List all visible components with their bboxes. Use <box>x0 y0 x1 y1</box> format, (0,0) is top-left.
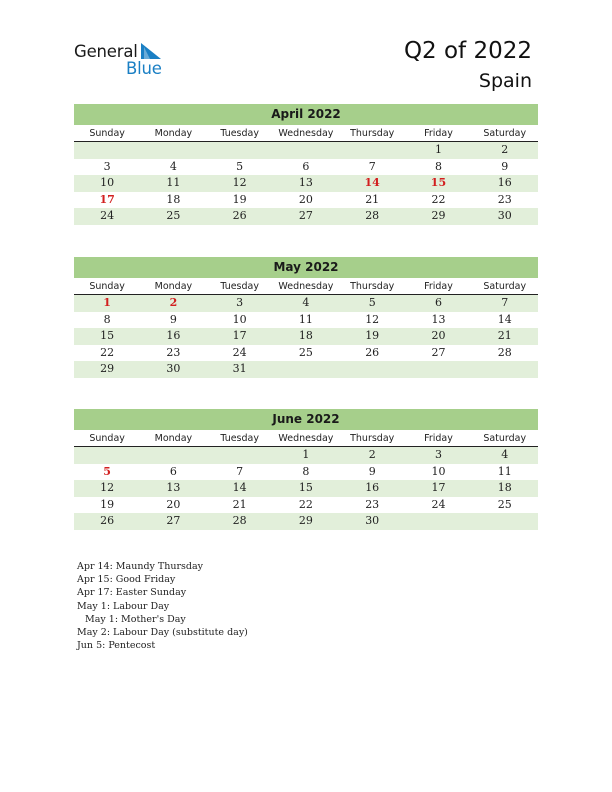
weekday-label: Saturday <box>483 128 527 139</box>
date-cell: 11 <box>298 312 313 326</box>
date-cell <box>339 361 405 378</box>
brand-logo <box>74 42 174 78</box>
date-cell: 8 <box>302 464 310 478</box>
date-cell: 11 <box>166 176 181 190</box>
weekday-label: Thursday <box>350 433 395 444</box>
holiday-date-cell: 1 <box>103 296 111 309</box>
week-row <box>74 513 538 530</box>
date-cell: 22 <box>431 192 446 206</box>
date-cell: 7 <box>501 296 509 309</box>
date-cell <box>207 142 273 159</box>
holiday-date-cell: 5 <box>103 464 111 478</box>
date-cell: 10 <box>431 464 446 478</box>
date-cell: 18 <box>166 192 181 206</box>
date-cell: 2 <box>368 448 376 461</box>
logo-word-general: General <box>74 42 138 61</box>
holiday-date-cell: 14 <box>364 176 380 190</box>
date-cell: 19 <box>100 497 115 511</box>
weekday-label: Thursday <box>350 128 395 139</box>
holiday-note: Apr 17: Easter Sunday <box>77 587 187 599</box>
weekday-label: Sunday <box>89 281 125 292</box>
date-cell: 12 <box>100 481 115 495</box>
date-cell: 19 <box>365 329 380 343</box>
date-cell <box>140 447 206 464</box>
date-cell: 25 <box>166 209 181 223</box>
weekday-label: Monday <box>154 128 193 139</box>
date-cell: 24 <box>100 209 115 223</box>
date-cell: 8 <box>434 159 442 173</box>
date-cell: 13 <box>298 176 313 190</box>
holiday-note: Apr 15: Good Friday <box>77 574 176 586</box>
week-row <box>74 464 538 481</box>
weekday-label: Tuesday <box>220 128 259 139</box>
date-cell: 9 <box>368 464 376 478</box>
date-cell: 15 <box>298 481 313 495</box>
month-calendar <box>74 409 538 530</box>
week-row <box>74 312 538 329</box>
month-calendar <box>74 104 538 225</box>
week-row <box>74 295 538 312</box>
date-cell: 21 <box>365 192 380 206</box>
week-row <box>74 497 538 514</box>
date-cell: 18 <box>298 329 313 343</box>
date-cell: 30 <box>497 209 512 223</box>
date-cell: 9 <box>501 159 509 173</box>
holiday-date-cell: 17 <box>99 192 115 206</box>
date-cell: 18 <box>497 481 512 495</box>
date-cell: 29 <box>100 362 115 376</box>
week-row <box>74 361 538 378</box>
date-cell: 17 <box>431 481 446 495</box>
holiday-date-cell: 15 <box>430 176 447 190</box>
weekday-label: Thursday <box>350 281 395 292</box>
date-cell: 10 <box>232 312 247 326</box>
week-row <box>74 175 538 192</box>
weekday-label: Tuesday <box>220 281 259 292</box>
weekday-label: Tuesday <box>220 433 259 444</box>
date-cell: 14 <box>232 481 247 495</box>
date-cell: 1 <box>302 448 310 461</box>
date-cell: 23 <box>365 497 380 511</box>
date-cell: 30 <box>365 514 380 528</box>
holiday-note: May 1: Labour Day <box>77 600 170 612</box>
date-cell: 4 <box>169 159 177 173</box>
date-cell: 8 <box>103 312 111 326</box>
week-row <box>74 208 538 225</box>
date-cell <box>405 513 471 530</box>
date-cell: 19 <box>232 192 247 206</box>
date-cell: 5 <box>236 159 244 173</box>
date-cell <box>405 361 471 378</box>
date-cell: 23 <box>497 192 512 206</box>
month-title: May 2022 <box>74 257 538 278</box>
weekday-header-row <box>74 430 538 447</box>
date-cell: 27 <box>166 514 181 528</box>
date-cell: 7 <box>236 464 244 478</box>
date-cell: 28 <box>365 209 380 223</box>
page-title: Q2 of 2022 <box>403 38 532 64</box>
date-cell <box>273 361 339 378</box>
date-cell: 10 <box>100 176 115 190</box>
country-name: Spain <box>478 70 532 92</box>
weekday-label: Sunday <box>89 128 125 139</box>
date-cell: 23 <box>166 345 181 359</box>
holiday-note: May 1: Mother's Day <box>85 613 186 625</box>
logo-flag-icon <box>141 43 163 59</box>
date-cell: 30 <box>166 362 181 376</box>
week-row <box>74 159 538 176</box>
date-cell: 24 <box>232 345 247 359</box>
date-cell: 3 <box>236 296 244 309</box>
week-row <box>74 142 538 159</box>
date-cell: 27 <box>298 209 313 223</box>
date-cell: 24 <box>431 497 446 511</box>
date-cell: 26 <box>232 209 247 223</box>
date-cell: 16 <box>166 329 181 343</box>
holiday-note: Jun 5: Pentecost <box>77 640 156 652</box>
date-cell: 12 <box>232 176 247 190</box>
date-cell: 22 <box>100 345 115 359</box>
week-row <box>74 345 538 362</box>
date-cell: 31 <box>232 362 247 376</box>
date-cell: 7 <box>368 159 376 173</box>
date-cell: 6 <box>302 159 310 173</box>
date-cell: 16 <box>365 481 380 495</box>
date-cell: 11 <box>497 464 512 478</box>
date-cell: 4 <box>302 296 310 309</box>
month-title: June 2022 <box>74 409 538 430</box>
date-cell <box>472 513 538 530</box>
holiday-note: Apr 14: Maundy Thursday <box>77 561 204 572</box>
date-cell: 21 <box>497 329 512 343</box>
holiday-date-cell: 2 <box>169 296 178 309</box>
date-cell: 20 <box>431 329 446 343</box>
date-cell: 3 <box>434 448 442 461</box>
date-cell <box>472 361 538 378</box>
holiday-note: May 2: Labour Day (substitute day) <box>77 627 248 639</box>
weekday-label: Friday <box>424 128 453 139</box>
holiday-notes <box>77 560 248 652</box>
date-cell: 28 <box>497 345 512 359</box>
weekday-label: Sunday <box>89 433 125 444</box>
weekday-label: Wednesday <box>278 128 334 139</box>
logo-word-blue: Blue <box>126 59 162 78</box>
weekday-label: Monday <box>154 433 193 444</box>
date-cell: 14 <box>497 312 512 326</box>
date-cell: 1 <box>434 143 442 156</box>
date-cell <box>74 447 140 464</box>
date-cell: 6 <box>169 464 177 478</box>
date-cell <box>140 142 206 159</box>
weekday-label: Friday <box>424 281 453 292</box>
date-cell: 20 <box>166 497 181 511</box>
weekday-header-row <box>74 278 538 295</box>
date-cell: 26 <box>365 345 380 359</box>
date-cell: 25 <box>497 497 512 511</box>
date-cell: 28 <box>232 514 247 528</box>
date-cell: 12 <box>365 312 380 326</box>
weekday-label: Saturday <box>483 433 527 444</box>
date-cell: 16 <box>497 176 512 190</box>
date-cell: 13 <box>431 312 446 326</box>
date-cell <box>74 142 140 159</box>
date-cell <box>207 447 273 464</box>
date-cell: 9 <box>169 312 177 326</box>
date-cell: 25 <box>298 345 313 359</box>
week-row <box>74 192 538 209</box>
weekday-label: Saturday <box>483 281 527 292</box>
weekday-label: Wednesday <box>278 433 334 444</box>
weekday-label: Monday <box>154 281 193 292</box>
date-cell: 5 <box>368 296 376 309</box>
date-cell: 22 <box>298 497 313 511</box>
weekday-label: Wednesday <box>278 281 334 292</box>
date-cell: 29 <box>298 514 313 528</box>
date-cell: 26 <box>100 514 115 528</box>
date-cell: 4 <box>501 448 509 461</box>
date-cell: 3 <box>103 159 111 173</box>
date-cell: 21 <box>232 497 247 511</box>
date-cell: 13 <box>166 481 181 495</box>
month-title: April 2022 <box>74 104 538 125</box>
date-cell: 2 <box>501 143 509 156</box>
date-cell: 6 <box>434 296 442 309</box>
month-calendar <box>74 257 538 378</box>
week-row <box>74 480 538 497</box>
date-cell: 15 <box>100 329 115 343</box>
weekday-label: Friday <box>424 433 453 444</box>
date-cell: 29 <box>431 209 446 223</box>
week-row <box>74 328 538 345</box>
date-cell: 20 <box>298 192 313 206</box>
date-cell: 27 <box>431 345 446 359</box>
date-cell: 17 <box>232 329 247 343</box>
weekday-header-row <box>74 125 538 142</box>
week-row <box>74 447 538 464</box>
date-cell <box>273 142 339 159</box>
date-cell <box>339 142 405 159</box>
